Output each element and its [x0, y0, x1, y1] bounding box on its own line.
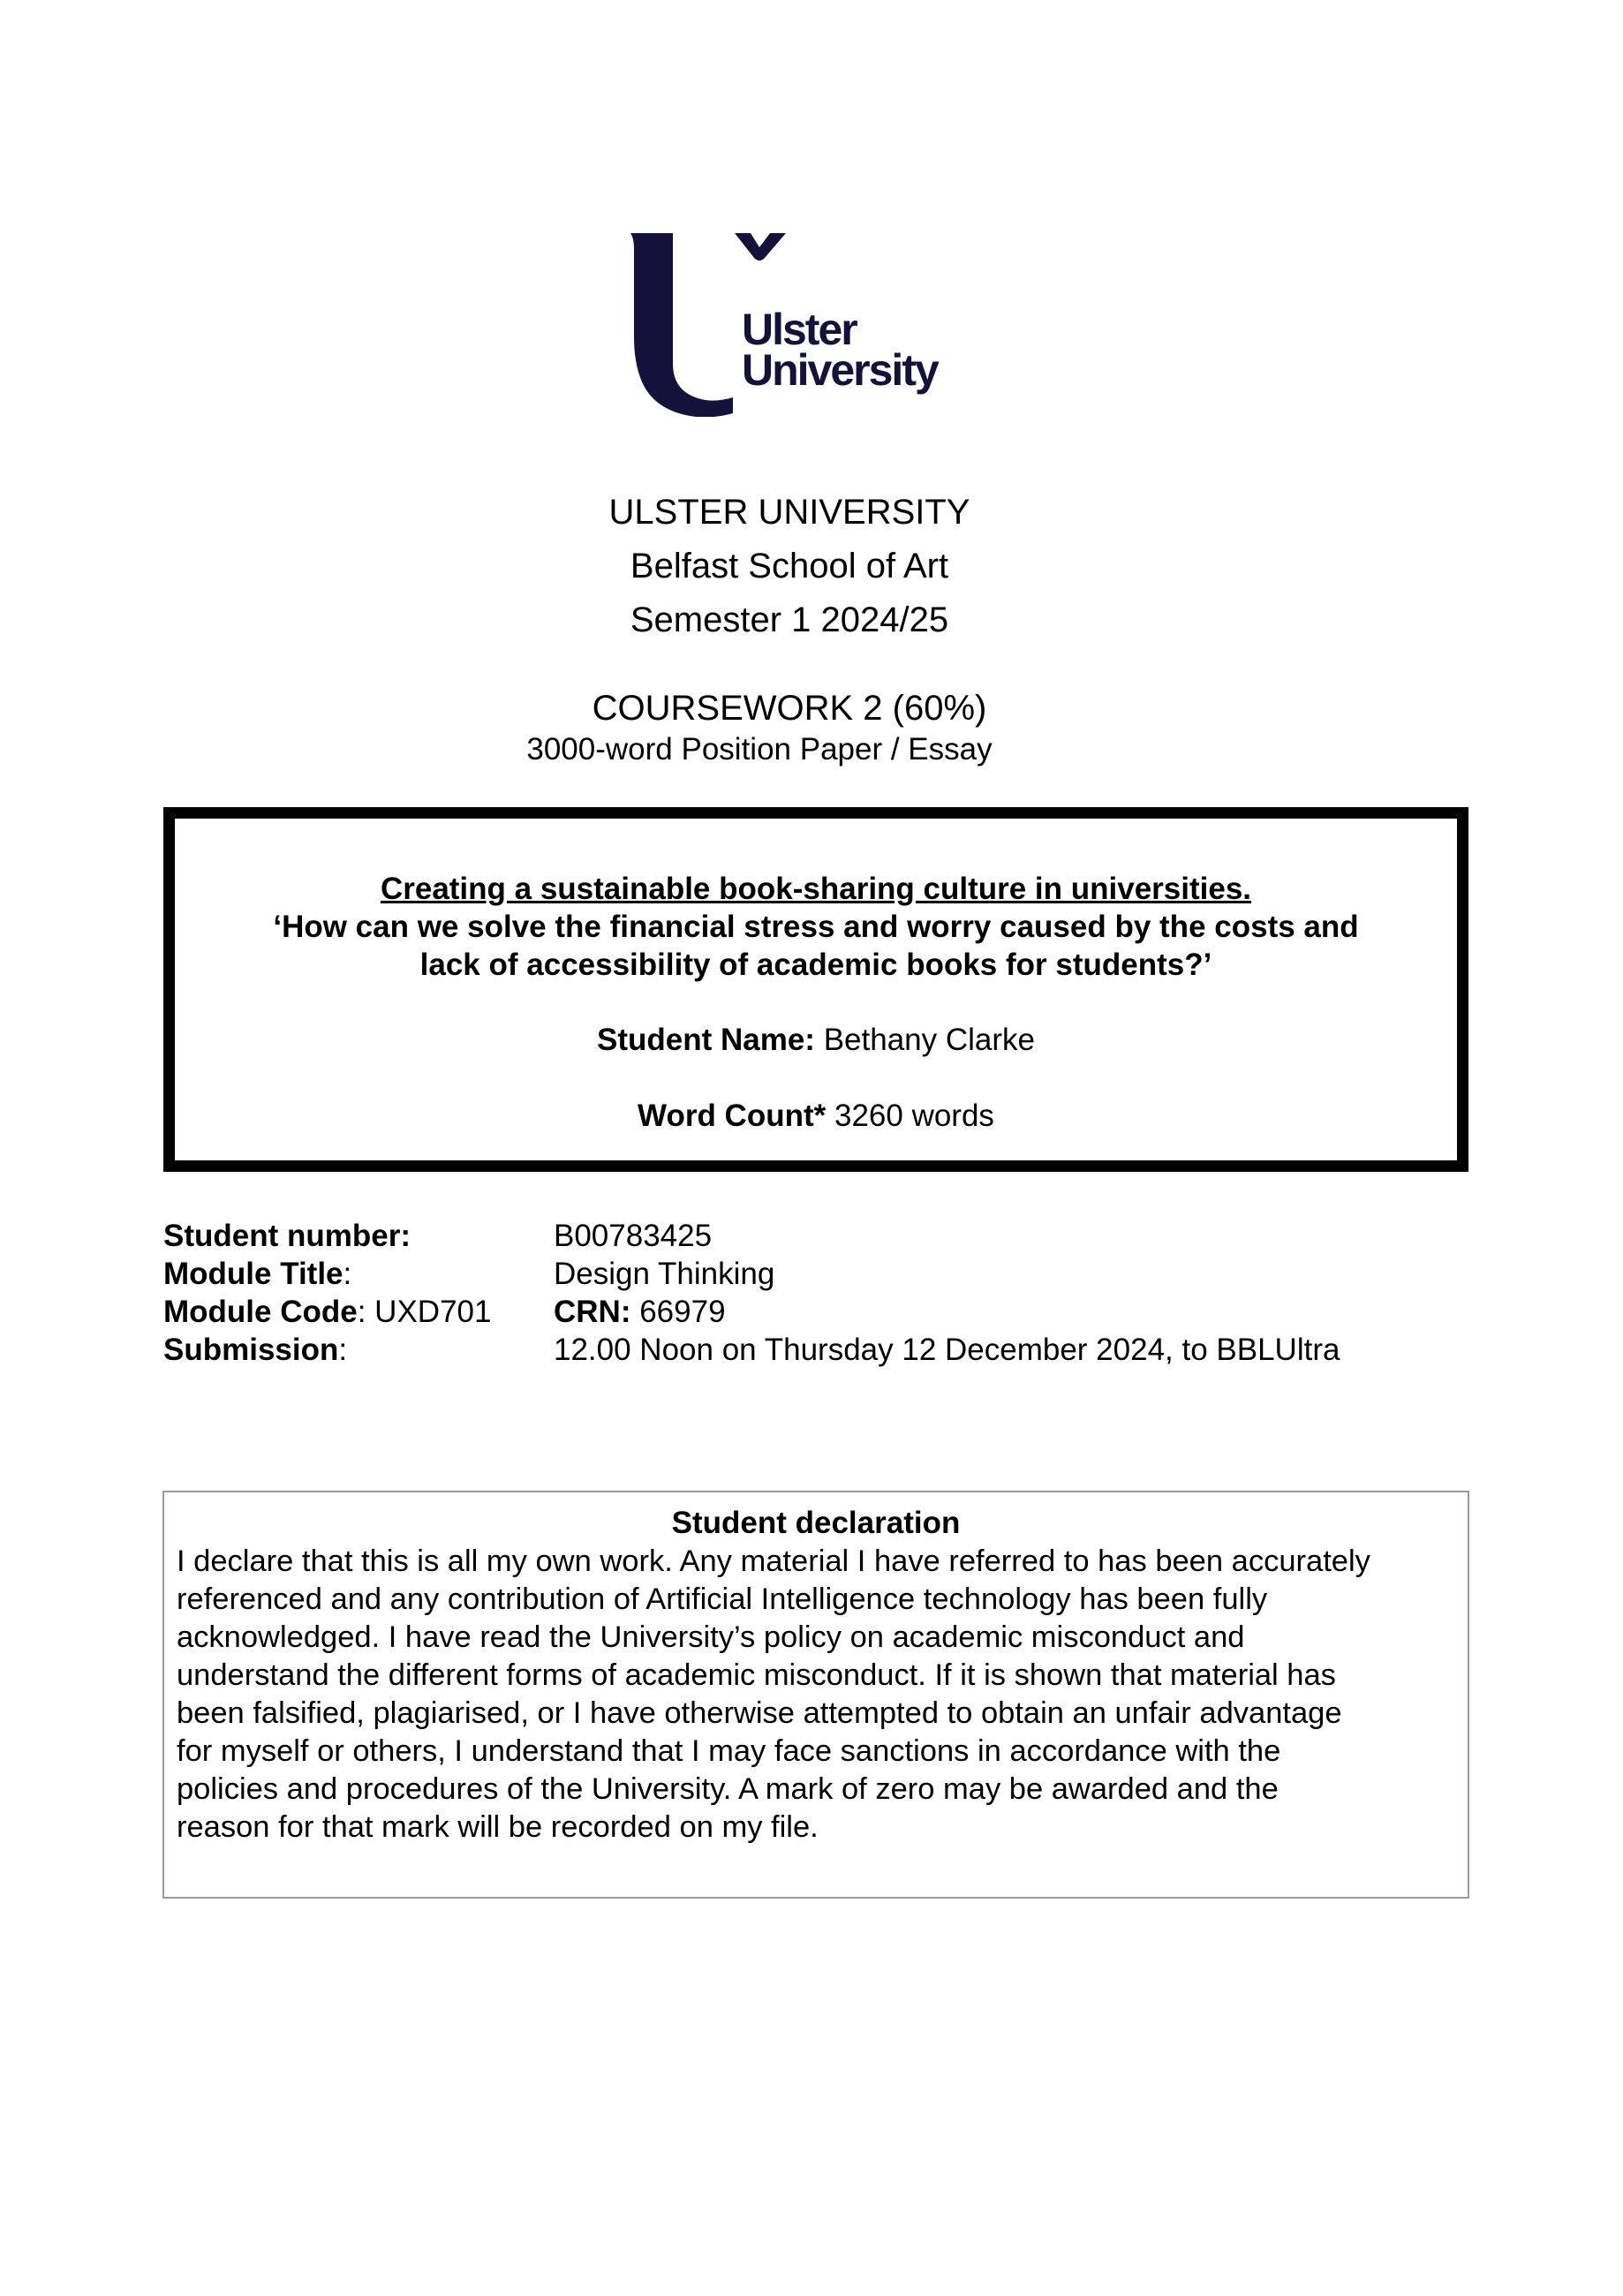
student-declaration-box [162, 1491, 1469, 1899]
module-code-row [163, 1293, 1488, 1331]
student-number-label: Student number: [163, 1219, 411, 1253]
declaration-heading: Student declaration [671, 1506, 961, 1540]
declaration-line: been falsified, plagiarised, or I have otherwise attempted to obtain an unfair advantage [177, 1696, 1342, 1730]
module-details [163, 1217, 1488, 1369]
module-code-label: Module Code [163, 1295, 358, 1329]
ulster-logo-mark [627, 231, 954, 417]
semester: Semester 1 2024/25 [630, 600, 949, 639]
school-name: Belfast School of Art [630, 547, 949, 585]
declaration-line: acknowledged. I have read the University’s policy on academic misconduct and [177, 1620, 1245, 1654]
declaration-line: reason for that mark will be recorded on my file. [177, 1810, 819, 1844]
essay-question-line-1: ‘How can we solve the financial stress and worry caused by the costs and [273, 910, 1359, 944]
submission-label: Submission [163, 1333, 339, 1367]
module-code: : UXD701 [357, 1295, 492, 1329]
essay-title: Creating a sustainable book-sharing culture in universities. [380, 872, 1252, 906]
module-title-colon: : [343, 1257, 352, 1291]
word-count: 3260 words [834, 1099, 994, 1133]
student-name-label: Student Name: [597, 1023, 815, 1057]
submission-row [163, 1331, 1488, 1369]
essay-question-line-2: lack of accessibility of academic books for students?’ [419, 948, 1212, 982]
logo-text-ulster: Ulster [742, 305, 857, 354]
submission-colon: : [338, 1333, 348, 1367]
declaration-line: policies and procedures of the University. A mark of zero may be awarded and the [177, 1772, 1279, 1806]
module-title-row [163, 1255, 1488, 1293]
crn-label: CRN: [554, 1295, 631, 1329]
crn: 66979 [639, 1295, 726, 1329]
module-title-label: Module Title [163, 1257, 343, 1291]
ulster-university-logo [627, 231, 954, 417]
logo-text-university: University [742, 345, 938, 395]
declaration-line: understand the different forms of academic misconduct. If it is shown that material has [177, 1658, 1336, 1692]
coursework-format: 3000-word Position Paper / Essay [526, 732, 993, 767]
declaration-text [177, 1543, 1457, 1847]
student-number-row [163, 1217, 1488, 1255]
coursework-title: COURSEWORK 2 (60%) [592, 689, 987, 728]
student-number: B00783425 [554, 1219, 713, 1253]
student-name: Bethany Clarke [823, 1023, 1035, 1057]
institution-name: ULSTER UNIVERSITY [608, 493, 970, 532]
title-box [163, 807, 1468, 1172]
submission: 12.00 Noon on Thursday 12 December 2024, to BBLUltra [554, 1333, 1340, 1367]
student-name-line [175, 1022, 1457, 1059]
module-title: Design Thinking [554, 1257, 775, 1291]
declaration-line: referenced and any contribution of Artificial Intelligence technology has been fully [177, 1582, 1268, 1616]
word-count-line [175, 1098, 1457, 1135]
word-count-label: Word Count* [638, 1099, 827, 1133]
declaration-line: I declare that this is all my own work. Any material I have referred to has been accurately [177, 1545, 1370, 1578]
declaration-line: for myself or others, I understand that I may face sanctions in accordance with the [177, 1734, 1281, 1768]
